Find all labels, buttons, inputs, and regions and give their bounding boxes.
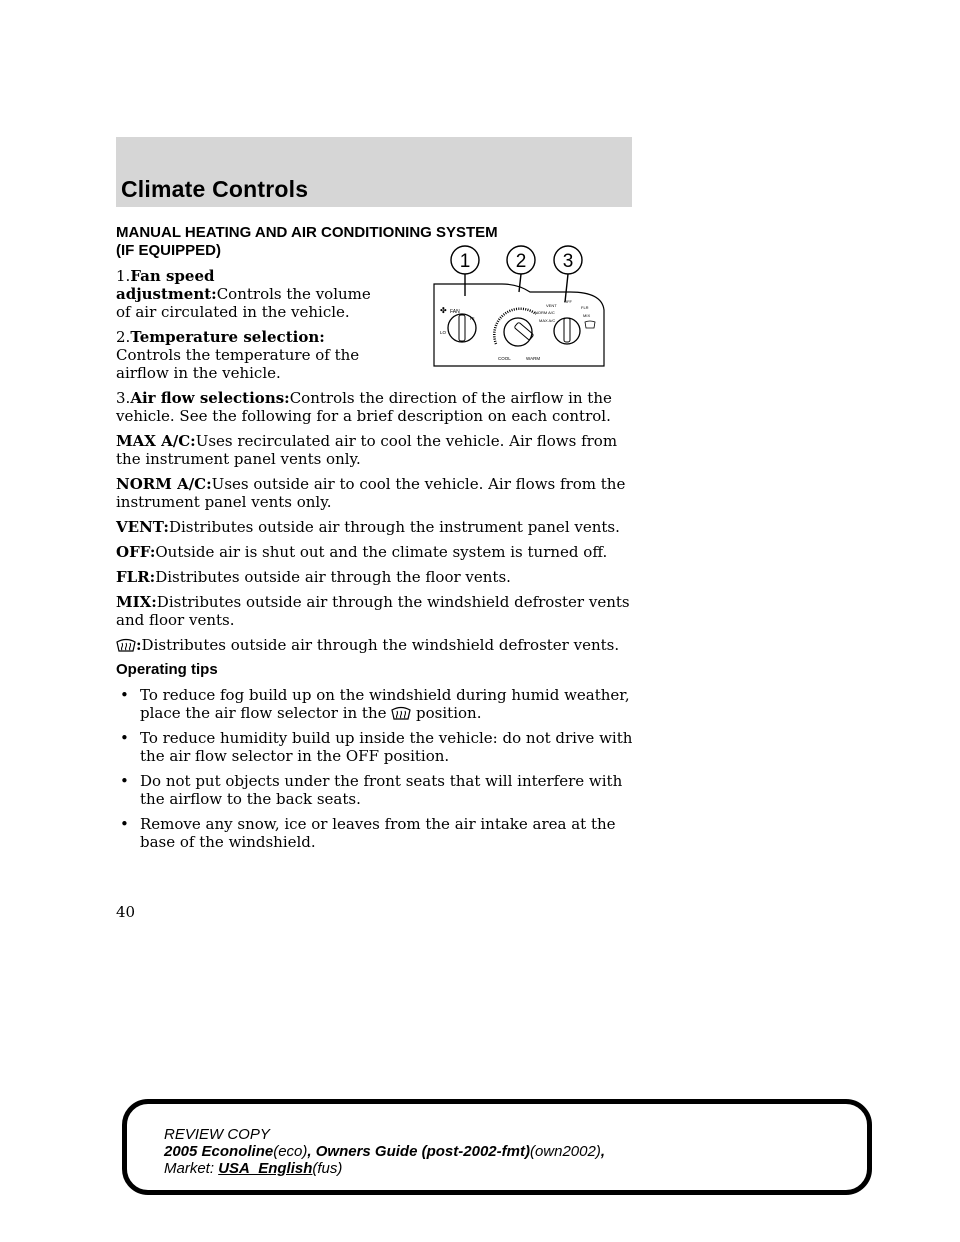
fan-knob-grip: [459, 315, 465, 341]
section-title: Climate Controls: [121, 176, 309, 202]
review-line-2: 2005 Econoline(eco), Owners Guide (post-2002-fmt)(own2002),: [164, 1143, 606, 1160]
tip-item: • To reduce humidity build up inside the vehicle: do not drive with the air flow selector in the OFF position.: [120, 729, 633, 765]
defrost-icon: [116, 638, 136, 652]
mode-vent: VENT:Distributes outside air through the instrument panel vents.: [116, 518, 620, 536]
mode-label-vent: VENT: [546, 303, 557, 308]
fan-lo-label: LO: [440, 330, 447, 335]
temp-cool-label: COOL: [498, 356, 511, 361]
tip-item: • Do not put objects under the front seats that will interfere with the airflow to the back seats.: [120, 772, 623, 808]
mode-label-flr: FLR: [581, 305, 589, 310]
mode-max-ac: MAX A/C:Uses recirculated air to cool the vehicle. Air flows from the instrument panel vents only.: [116, 432, 618, 468]
item-air-flow: 3.Air flow selections:Controls the direction of the airflow in the vehicle. See the following for a brief description on each control.: [116, 389, 612, 425]
heading-line-1: MANUAL HEATING AND AIR CONDITIONING SYSTEM: [116, 224, 498, 241]
mode-mix: MIX:Distributes outside air through the windshield defroster vents and floor vents.: [116, 593, 630, 629]
item-temperature: 2.Temperature selection: Controls the temperature of the airflow in the vehicle.: [116, 328, 360, 382]
mode-label-norm-ac: NORM A/C: [535, 310, 555, 315]
mode-defrost: :Distributes outside air through the windshield defroster vents.: [116, 636, 636, 654]
fan-label: FAN: [450, 309, 460, 315]
tip-item: • To reduce fog build up on the windshield during humid weather, place the air flow selector in the position.: [120, 686, 630, 722]
mode-label-mix: MIX: [583, 313, 591, 318]
item-fan-speed: 1.Fan speed adjustment:Controls the volume of air circulated in the vehicle.: [116, 267, 371, 321]
temperature-knob: [504, 318, 532, 346]
mode-flr: FLR:Distributes outside air through the floor vents.: [116, 568, 511, 586]
callout-3: 3: [562, 251, 574, 272]
heading-line-2: (IF EQUIPPED): [116, 242, 222, 259]
fan-hi-label: HI: [470, 316, 475, 321]
leader-line-3: [565, 274, 568, 302]
callout-2: 2: [515, 251, 527, 272]
temp-warm-label: WARM: [526, 356, 541, 361]
review-line-3: Market: USA_English(fus): [164, 1160, 343, 1177]
tips-title: Operating tips: [116, 661, 218, 678]
mode-norm-ac: NORM A/C:Uses outside air to cool the vehicle. Air flows from the instrument panel vents only.: [116, 475, 626, 511]
panel-defrost-icon: [585, 321, 595, 328]
page-number: 40: [116, 903, 136, 921]
climate-control-figure: [432, 240, 606, 370]
tip-item: • Remove any snow, ice or leaves from the air intake area at the base of the windshield.: [120, 815, 616, 851]
fan-icon: ✤: [440, 306, 447, 315]
defrost-icon: [391, 706, 411, 720]
mode-knob-grip: [564, 318, 570, 342]
mode-off: OFF:Outside air is shut out and the climate system is turned off.: [116, 543, 608, 561]
mode-label-max-ac: MAX A/C: [539, 318, 556, 323]
mode-label-off: OFF: [564, 299, 572, 304]
review-copy-text: [164, 1126, 605, 1177]
callout-1: 1: [459, 251, 471, 272]
review-line-1: REVIEW COPY: [164, 1126, 270, 1143]
mode-knob: [554, 318, 580, 344]
leader-line-2: [519, 274, 521, 292]
